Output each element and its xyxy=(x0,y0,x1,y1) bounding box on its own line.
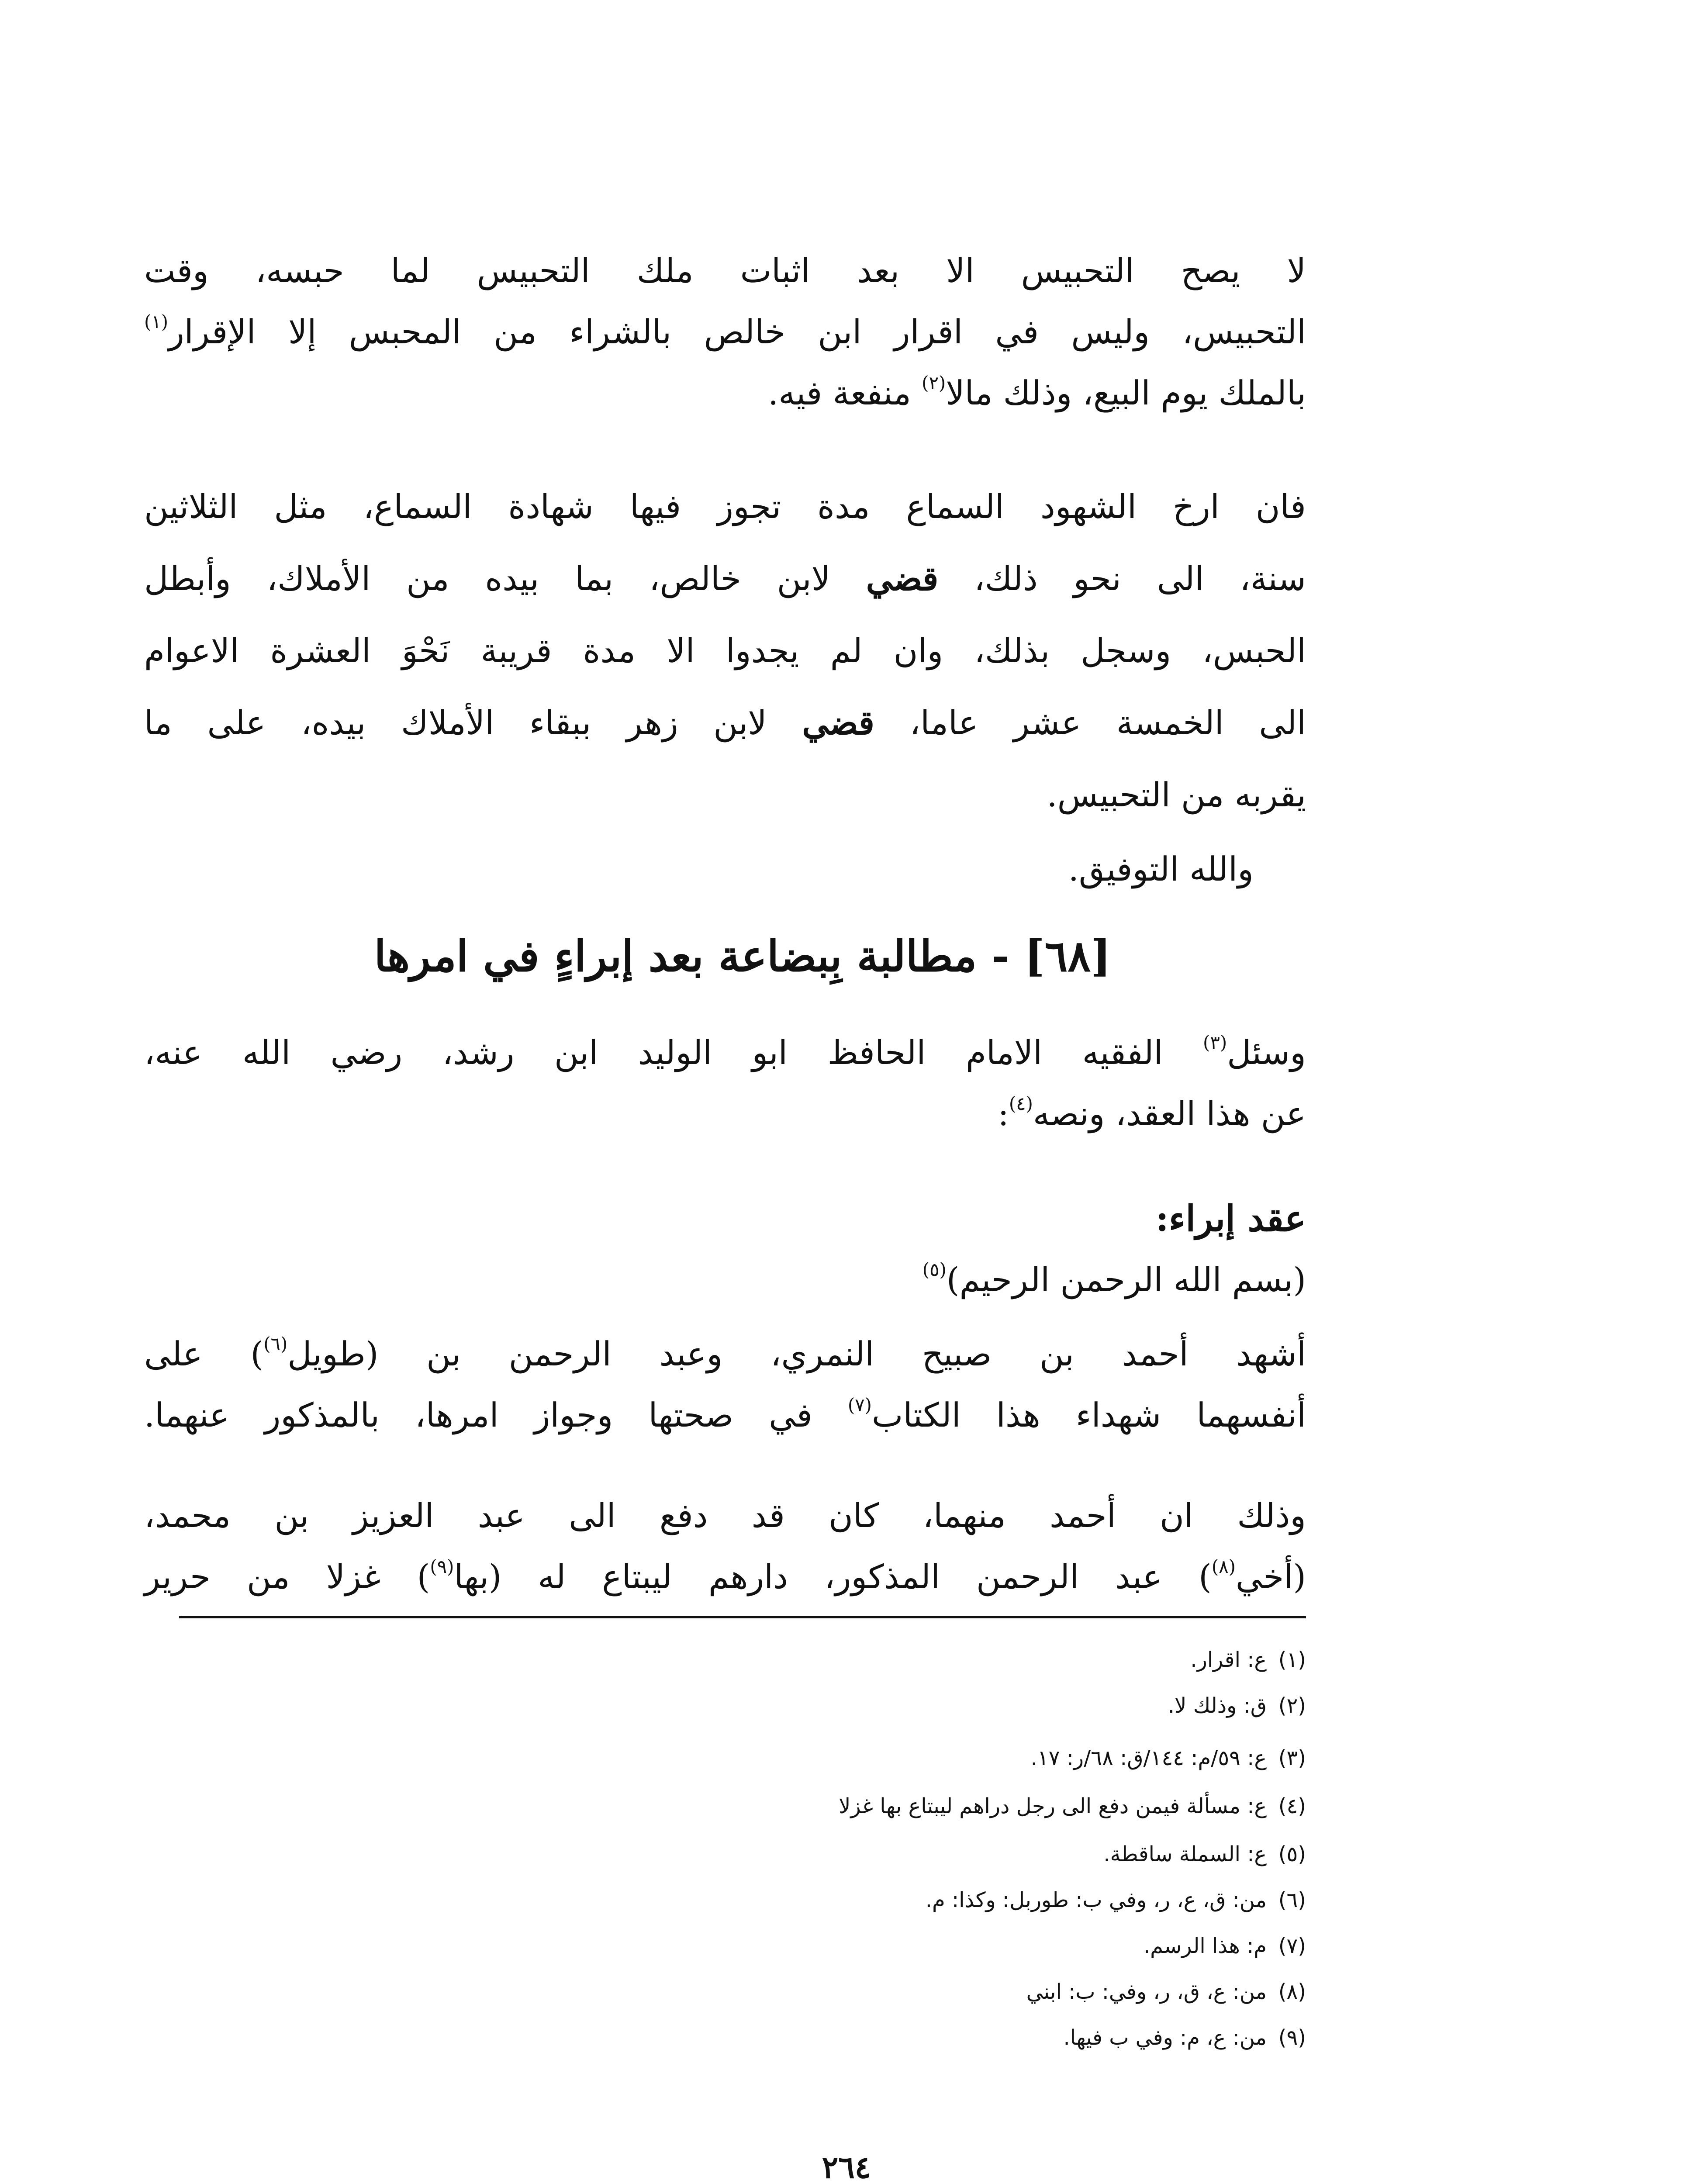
footnote-text: ع: السملة ساقطة. xyxy=(1103,1842,1267,1866)
paragraph-line: فان ارخ الشهود السماع مدة تجوز فيها شهادة السماع، مثل الثلاثين xyxy=(144,487,1306,526)
paragraph-line xyxy=(144,1026,1306,1079)
footnote-number: (١) xyxy=(1278,1648,1306,1672)
footnote-item xyxy=(1026,1974,1306,2009)
footnote-text: من: ق، ع، ر، وفي ب: طوربل: وكذا: م. xyxy=(925,1888,1267,1912)
paragraph-line xyxy=(144,1389,1306,1441)
line-text: (أخي xyxy=(1235,1557,1306,1596)
footnote-divider xyxy=(179,1616,1306,1618)
footnote-number: (٨) xyxy=(1278,1980,1306,2004)
footnote-item xyxy=(839,1789,1306,1824)
footnote-marker: (٥) xyxy=(922,1259,947,1281)
paragraph-line: الحبس، وسجل بذلك، وان لم يجدوا الا مدة قريبة نَحْوَ العشرة الاعوام xyxy=(144,631,1306,670)
closing-line: والله التوفيق. xyxy=(1068,850,1254,888)
footnote-text: ع: اقرار. xyxy=(1190,1648,1267,1672)
footnote-marker: (٧) xyxy=(847,1394,872,1416)
page-number: ٢٦٤ xyxy=(822,2149,871,2184)
footnote-text: من: ع، ق، ر، وفي: ب: ابني xyxy=(1026,1980,1267,2004)
paragraph-line xyxy=(144,1088,1306,1140)
paragraph-line: لا يصح التحبيس الا بعد اثبات ملك التحبيس لما حبسه، وقت xyxy=(144,251,1306,290)
paragraph-line: يقربه من التحبيس. xyxy=(1047,775,1306,814)
footnote-text: ع: مسألة فيمن دفع الى رجل دراهم ليبتاع بها غزلا xyxy=(839,1794,1267,1818)
paragraph-line xyxy=(144,1328,1306,1380)
paragraph-line: وذلك ان أحمد منهما، كان قد دفع الى عبد العزيز بن محمد، xyxy=(144,1496,1306,1535)
footnote-number: (٥) xyxy=(1278,1842,1306,1866)
footnote-number: (٩) xyxy=(1278,2025,1306,2050)
line-text: أشهد أحمد بن صبيح النمري، وعبد الرحمن بن (طويل xyxy=(287,1334,1306,1373)
paragraph-line xyxy=(144,1551,1306,1603)
footnote-marker: (٩) xyxy=(430,1556,454,1578)
line-text: سنة، الى نحو ذلك، xyxy=(974,559,1306,598)
line-text: منفعة فيه. xyxy=(768,373,911,412)
basmala-line xyxy=(144,1254,1306,1306)
footnote-marker: (٦) xyxy=(263,1333,288,1355)
contract-title: عقد إبراء: xyxy=(1155,1198,1306,1240)
footnote-text: من: ع، م: وفي ب فيها. xyxy=(1063,2025,1267,2050)
footnote-item xyxy=(1031,1741,1306,1776)
footnote-marker: (٤) xyxy=(1009,1093,1033,1115)
footnote-number: (٧) xyxy=(1278,1934,1306,1958)
line-text: ) غزلا من حرير xyxy=(144,1557,430,1596)
footnote-marker: (٢) xyxy=(922,372,946,394)
line-text: ) على xyxy=(144,1334,264,1373)
paragraph-line xyxy=(144,367,1306,419)
footnote-marker: (١) xyxy=(144,311,169,333)
ruling-keyword: قضي xyxy=(802,703,874,742)
footnote-marker: (٨) xyxy=(1211,1556,1236,1578)
line-text: الفقيه الامام الحافظ ابو الوليد ابن رشد، رضي الله عنه، xyxy=(144,1033,1163,1072)
footnote-text: ق: وذلك لا. xyxy=(1168,1693,1267,1718)
line-text: : xyxy=(998,1094,1009,1133)
footnote-number: (٦) xyxy=(1278,1888,1306,1912)
footnote-item xyxy=(1190,1642,1306,1677)
footnote-number: (٣) xyxy=(1278,1746,1306,1770)
line-text: التحبيس، وليس في اقرار ابن خالص بالشراء من المحبس إلا الإقرار xyxy=(168,312,1306,351)
footnote-item xyxy=(1103,1837,1306,1872)
line-text: بالملك يوم البيع، وذلك مالا xyxy=(946,373,1306,412)
ruling-keyword: قضي xyxy=(866,559,939,598)
footnote-number: (٤) xyxy=(1278,1794,1306,1818)
footnote-item xyxy=(1168,1688,1306,1723)
paragraph-line xyxy=(144,553,1306,605)
line-text: في صحتها وجواز امرها، بالمذكور عنهما. xyxy=(144,1396,812,1434)
section-heading: [٦٨] - مطالبة بِبضاعة بعد إبراءٍ في امرها xyxy=(374,931,1111,981)
footnote-item xyxy=(1064,2020,1306,2055)
paragraph-line xyxy=(144,697,1306,749)
footnote-number: (٢) xyxy=(1278,1693,1306,1718)
line-text: عن هذا العقد، ونصه xyxy=(1033,1094,1306,1133)
footnote-item xyxy=(1144,1928,1306,1963)
footnote-text: ع: ٥٩/م: ١٤٤/ق: ٦٨/ر: ١٧. xyxy=(1030,1746,1267,1770)
line-text: ) عبد الرحمن المذكور، دارهم ليبتاع له (بها xyxy=(454,1557,1212,1596)
line-text: (بسم الله الرحمن الرحيم) xyxy=(946,1260,1306,1299)
footnote-marker: (٣) xyxy=(1203,1032,1227,1054)
line-text: لابن خالص، بما بيده من الأملاك، وأبطل xyxy=(144,559,831,598)
line-text: الى الخمسة عشر عاما، xyxy=(909,703,1306,742)
footnote-text: م: هذا الرسم. xyxy=(1143,1934,1267,1958)
line-text: لابن زهر ببقاء الأملاك بيده، على ما xyxy=(144,703,767,742)
line-text: وسئل xyxy=(1227,1033,1306,1072)
footnote-item xyxy=(926,1883,1306,1918)
paragraph-line xyxy=(144,306,1306,358)
line-text: أنفسهما شهداء هذا الكتاب xyxy=(871,1396,1306,1434)
